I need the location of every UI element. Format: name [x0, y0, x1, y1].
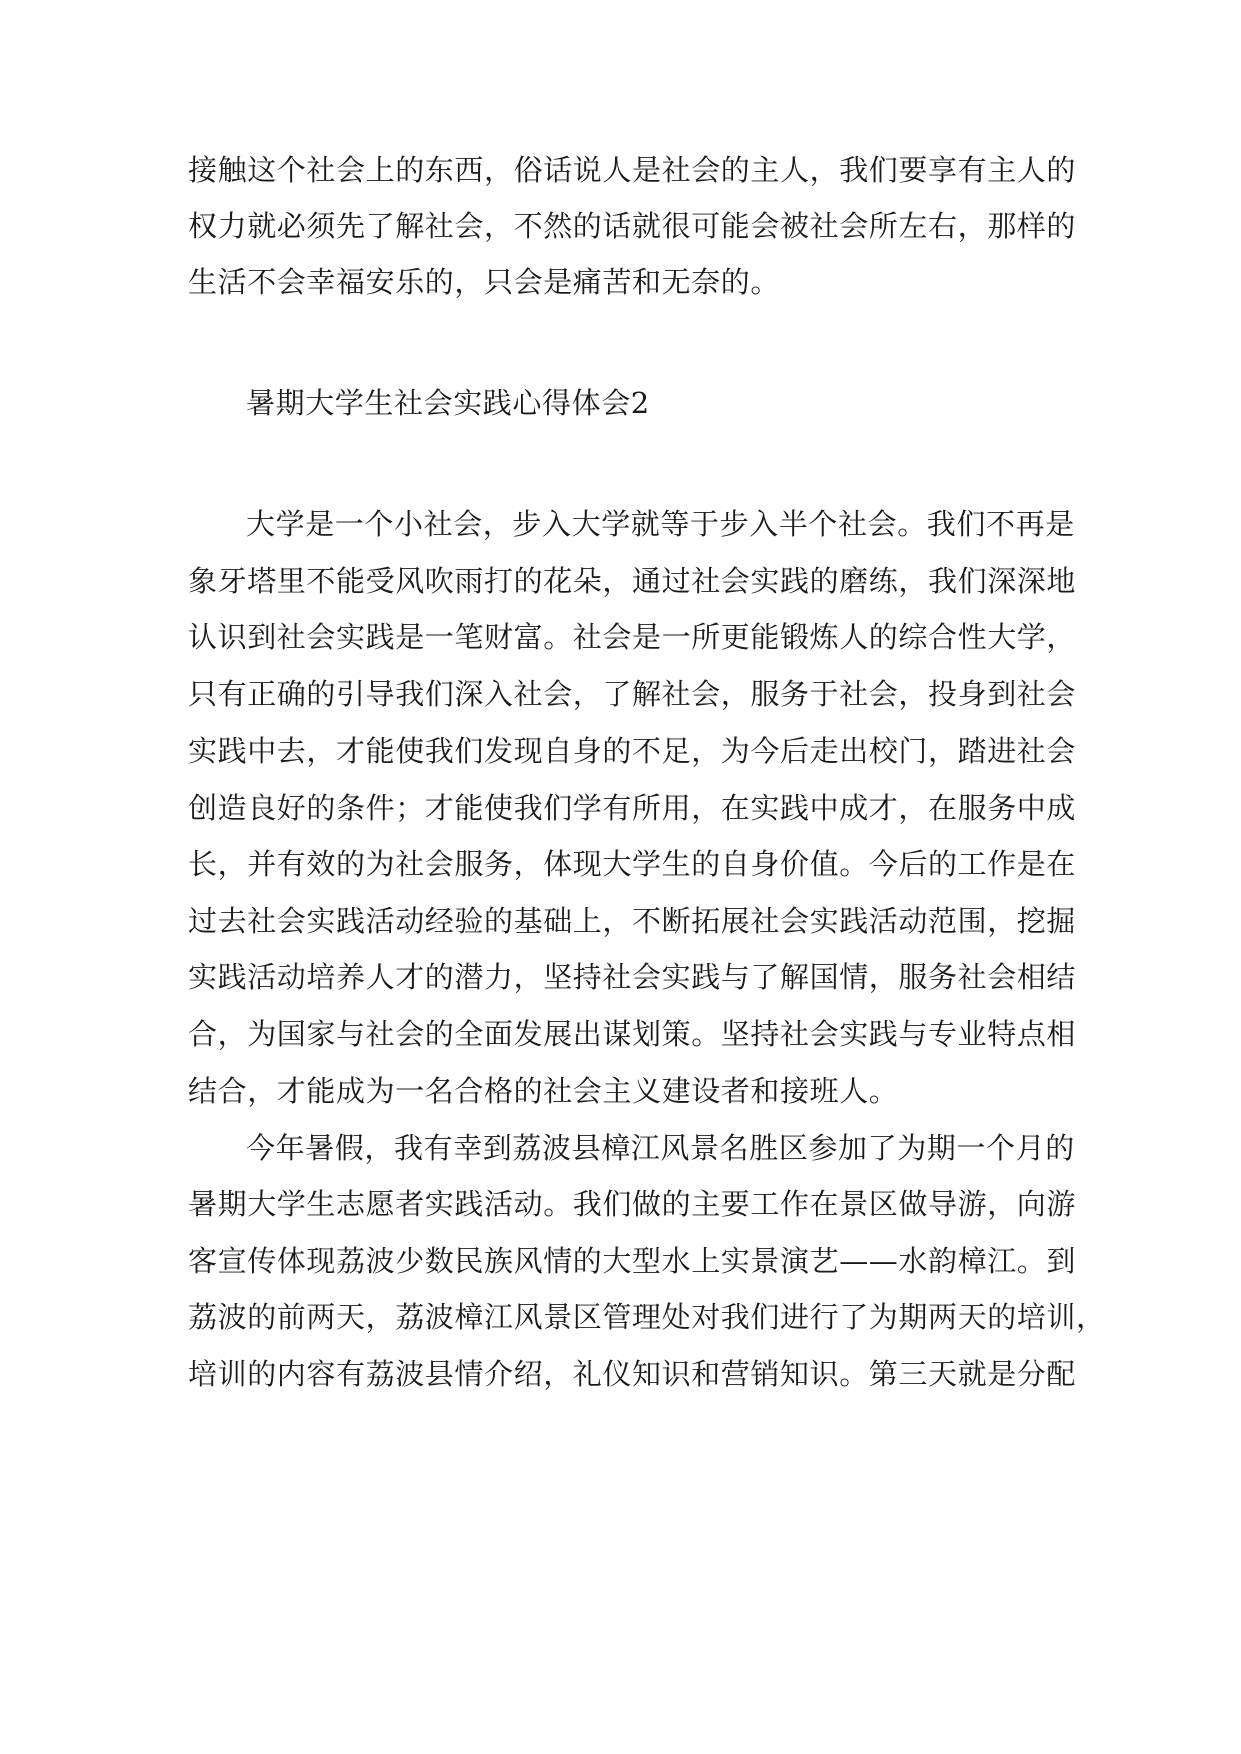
text-line: 实践活动培养人才的潜力，坚持社会实践与了解国情，服务社会相结 — [188, 960, 1077, 994]
text-line: 暑期大学生志愿者实践活动。我们做的主要工作在景区做导游，向游 — [188, 1187, 1077, 1221]
section-heading: 暑期大学生社会实践心得体会2 — [246, 386, 650, 420]
text-line: 过去社会实践活动经验的基础上，不断拓展社会实践活动范围，挖掘 — [188, 904, 1077, 938]
text-line: 客宣传体现荔波少数民族风情的大型水上实景演艺——水韵樟江。到 — [188, 1244, 1077, 1278]
text-line: 接触这个社会上的东西，俗话说人是社会的主人，我们要享有主人的 — [188, 153, 1077, 187]
text-line: 今年暑假，我有幸到荔波县樟江风景名胜区参加了为期一个月的 — [246, 1131, 1075, 1165]
text-line: 荔波的前两天，荔波樟江风景区管理处对我们进行了为期两天的培训， — [188, 1300, 1106, 1334]
text-line: 象牙塔里不能受风吹雨打的花朵，通过社会实践的磨练，我们深深地 — [188, 564, 1077, 598]
text-line: 认识到社会实践是一笔财富。社会是一所更能锻炼人的综合性大学， — [188, 620, 1077, 654]
text-line: 实践中去，才能使我们发现自身的不足，为今后走出校门，踏进社会 — [188, 734, 1077, 768]
text-line: 大学是一个小社会，步入大学就等于步入半个社会。我们不再是 — [246, 507, 1075, 541]
text-line: 长，并有效的为社会服务，体现大学生的自身价值。今后的工作是在 — [188, 847, 1077, 881]
text-line: 结合，才能成为一名合格的社会主义建设者和接班人。 — [188, 1074, 899, 1108]
text-line: 生活不会幸福安乐的，只会是痛苦和无奈的。 — [188, 265, 781, 299]
text-line: 只有正确的引导我们深入社会，了解社会，服务于社会，投身到社会 — [188, 677, 1077, 711]
text-line: 创造良好的条件；才能使我们学有所用，在实践中成才，在服务中成 — [188, 791, 1077, 825]
text-line: 合，为国家与社会的全面发展出谋划策。坚持社会实践与专业特点相 — [188, 1017, 1077, 1051]
text-line: 培训的内容有荔波县情介绍，礼仪知识和营销知识。第三天就是分配 — [188, 1357, 1077, 1391]
text-line: 权力就必须先了解社会，不然的话就很可能会被社会所左右，那样的 — [188, 209, 1077, 243]
